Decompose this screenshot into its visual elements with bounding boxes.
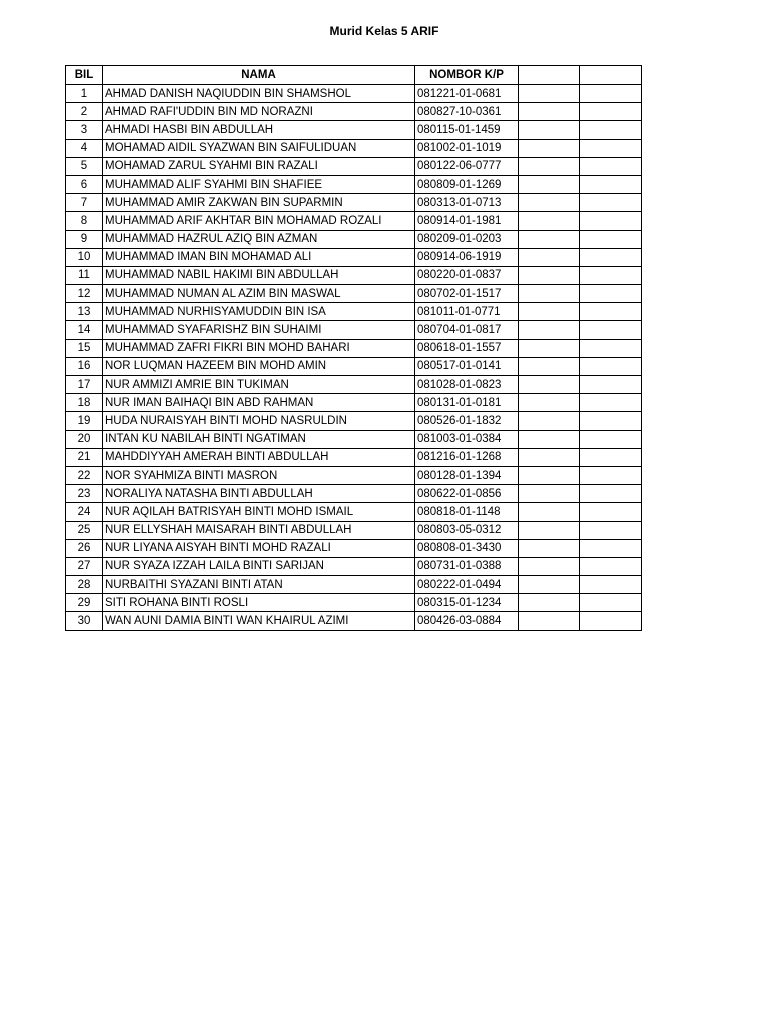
blank-cell xyxy=(519,285,580,303)
blank-cell xyxy=(580,394,642,412)
blank-cell xyxy=(519,412,580,430)
bil-cell: 12 xyxy=(66,285,103,303)
table-row xyxy=(66,521,642,539)
blank-cell xyxy=(580,521,642,539)
blank-cell xyxy=(519,248,580,266)
blank-cell xyxy=(519,376,580,394)
bil-cell: 17 xyxy=(66,376,103,394)
table-row xyxy=(66,175,642,193)
name-cell: NUR AMMIZI AMRIE BIN TUKIMAN xyxy=(103,376,415,394)
blank-cell xyxy=(519,557,580,575)
blank-cell xyxy=(580,594,642,612)
ic-number-cell: 080809-01-1269 xyxy=(415,175,519,193)
bil-cell: 28 xyxy=(66,576,103,594)
name-cell: NORALIYA NATASHA BINTI ABDULLAH xyxy=(103,485,415,503)
ic-number-cell: 080222-01-0494 xyxy=(415,576,519,594)
name-cell: INTAN KU NABILAH BINTI NGATIMAN xyxy=(103,430,415,448)
name-cell: MUHAMMAD SYAFARISHZ BIN SUHAIMI xyxy=(103,321,415,339)
blank-cell xyxy=(519,394,580,412)
name-cell: MUHAMMAD ARIF AKHTAR BIN MOHAMAD ROZALI xyxy=(103,212,415,230)
name-cell: MUHAMMAD AMIR ZAKWAN BIN SUPARMIN xyxy=(103,194,415,212)
blank-cell xyxy=(580,576,642,594)
ic-number-cell: 081011-01-0771 xyxy=(415,303,519,321)
blank-cell xyxy=(580,121,642,139)
blank-cell xyxy=(519,448,580,466)
ic-number-cell: 080914-06-1919 xyxy=(415,248,519,266)
blank-cell xyxy=(519,521,580,539)
table-row xyxy=(66,194,642,212)
table-header-row xyxy=(66,66,642,85)
bil-cell: 9 xyxy=(66,230,103,248)
blank-cell xyxy=(580,103,642,121)
bil-cell: 19 xyxy=(66,412,103,430)
table-row xyxy=(66,303,642,321)
blank-cell xyxy=(580,466,642,484)
ic-number-cell: 080426-03-0884 xyxy=(415,612,519,630)
bil-cell: 26 xyxy=(66,539,103,557)
blank-cell xyxy=(580,285,642,303)
ic-number-cell: 080131-01-0181 xyxy=(415,394,519,412)
table-row xyxy=(66,357,642,375)
blank-cell xyxy=(519,212,580,230)
table-row xyxy=(66,85,642,103)
name-cell: NOR SYAHMIZA BINTI MASRON xyxy=(103,466,415,484)
ic-number-cell: 080209-01-0203 xyxy=(415,230,519,248)
blank-cell xyxy=(519,466,580,484)
name-cell: NUR ELLYSHAH MAISARAH BINTI ABDULLAH xyxy=(103,521,415,539)
ic-number-cell: 081003-01-0384 xyxy=(415,430,519,448)
name-cell: NUR LIYANA AISYAH BINTI MOHD RAZALI xyxy=(103,539,415,557)
name-cell: MAHDDIYYAH AMERAH BINTI ABDULLAH xyxy=(103,448,415,466)
table-row xyxy=(66,448,642,466)
name-cell: MUHAMMAD ZAFRI FIKRI BIN MOHD BAHARI xyxy=(103,339,415,357)
bil-cell: 4 xyxy=(66,139,103,157)
name-cell: NUR SYAZA IZZAH LAILA BINTI SARIJAN xyxy=(103,557,415,575)
table-row xyxy=(66,430,642,448)
bil-cell: 2 xyxy=(66,103,103,121)
ic-number-cell: 080702-01-1517 xyxy=(415,285,519,303)
name-cell: NUR AQILAH BATRISYAH BINTI MOHD ISMAIL xyxy=(103,503,415,521)
blank-cell xyxy=(519,121,580,139)
name-cell: AHMADI HASBI BIN ABDULLAH xyxy=(103,121,415,139)
name-cell: NURBAITHI SYAZANI BINTI ATAN xyxy=(103,576,415,594)
bil-cell: 25 xyxy=(66,521,103,539)
table-row xyxy=(66,121,642,139)
ic-number-cell: 080622-01-0856 xyxy=(415,485,519,503)
bil-cell: 18 xyxy=(66,394,103,412)
bil-cell: 13 xyxy=(66,303,103,321)
ic-number-cell: 080517-01-0141 xyxy=(415,357,519,375)
blank-cell xyxy=(519,321,580,339)
ic-number-cell: 080128-01-1394 xyxy=(415,466,519,484)
blank-cell xyxy=(519,230,580,248)
ic-number-cell: 080115-01-1459 xyxy=(415,121,519,139)
bil-cell: 24 xyxy=(66,503,103,521)
blank-cell xyxy=(580,485,642,503)
bil-cell: 22 xyxy=(66,466,103,484)
bil-cell: 6 xyxy=(66,175,103,193)
ic-number-cell: 081216-01-1268 xyxy=(415,448,519,466)
ic-number-cell: 080914-01-1981 xyxy=(415,212,519,230)
name-cell: MOHAMAD AIDIL SYAZWAN BIN SAIFULIDUAN xyxy=(103,139,415,157)
blank-cell xyxy=(580,212,642,230)
ic-number-cell: 080122-06-0777 xyxy=(415,157,519,175)
blank-cell xyxy=(519,485,580,503)
blank-cell xyxy=(580,85,642,103)
blank-cell xyxy=(580,157,642,175)
blank-cell xyxy=(580,539,642,557)
ic-number-cell: 080808-01-3430 xyxy=(415,539,519,557)
column-header-bil: BIL xyxy=(66,66,103,85)
blank-cell xyxy=(519,339,580,357)
name-cell: HUDA NURAISYAH BINTI MOHD NASRULDIN xyxy=(103,412,415,430)
ic-number-cell: 080704-01-0817 xyxy=(415,321,519,339)
ic-number-cell: 080220-01-0837 xyxy=(415,266,519,284)
bil-cell: 30 xyxy=(66,612,103,630)
ic-number-cell: 080315-01-1234 xyxy=(415,594,519,612)
blank-cell xyxy=(580,412,642,430)
blank-cell xyxy=(580,448,642,466)
bil-cell: 11 xyxy=(66,266,103,284)
bil-cell: 1 xyxy=(66,85,103,103)
bil-cell: 16 xyxy=(66,357,103,375)
name-cell: MUHAMMAD NABIL HAKIMI BIN ABDULLAH xyxy=(103,266,415,284)
blank-cell xyxy=(519,303,580,321)
ic-number-cell: 080731-01-0388 xyxy=(415,557,519,575)
blank-cell xyxy=(519,539,580,557)
bil-cell: 23 xyxy=(66,485,103,503)
column-header-nama: NAMA xyxy=(103,66,415,85)
blank-cell xyxy=(580,230,642,248)
ic-number-cell: 081221-01-0681 xyxy=(415,85,519,103)
table-row xyxy=(66,157,642,175)
blank-cell xyxy=(519,503,580,521)
page-title: Murid Kelas 5 ARIF xyxy=(329,24,439,38)
ic-number-cell: 081028-01-0823 xyxy=(415,376,519,394)
blank-cell xyxy=(580,321,642,339)
ic-number-cell: 080827-10-0361 xyxy=(415,103,519,121)
bil-cell: 7 xyxy=(66,194,103,212)
bil-cell: 20 xyxy=(66,430,103,448)
blank-cell xyxy=(519,594,580,612)
name-cell: MUHAMMAD ALIF SYAHMI BIN SHAFIEE xyxy=(103,175,415,193)
blank-cell xyxy=(519,194,580,212)
name-cell: MOHAMAD ZARUL SYAHMI BIN RAZALI xyxy=(103,157,415,175)
blank-cell xyxy=(519,157,580,175)
table-row xyxy=(66,248,642,266)
ic-number-cell: 080618-01-1557 xyxy=(415,339,519,357)
name-cell: MUHAMMAD NUMAN AL AZIM BIN MASWAL xyxy=(103,285,415,303)
ic-number-cell: 081002-01-1019 xyxy=(415,139,519,157)
blank-cell xyxy=(519,576,580,594)
table-row xyxy=(66,557,642,575)
table-row xyxy=(66,576,642,594)
name-cell: MUHAMMAD IMAN BIN MOHAMAD ALI xyxy=(103,248,415,266)
table-row xyxy=(66,285,642,303)
table-row xyxy=(66,594,642,612)
blank-cell xyxy=(580,357,642,375)
bil-cell: 10 xyxy=(66,248,103,266)
student-table xyxy=(65,65,642,631)
blank-cell xyxy=(580,175,642,193)
bil-cell: 3 xyxy=(66,121,103,139)
blank-cell xyxy=(519,139,580,157)
ic-number-cell: 080803-05-0312 xyxy=(415,521,519,539)
name-cell: AHMAD DANISH NAQIUDDIN BIN SHAMSHOL xyxy=(103,85,415,103)
blank-cell xyxy=(580,557,642,575)
name-cell: MUHAMMAD HAZRUL AZIQ BIN AZMAN xyxy=(103,230,415,248)
table-body xyxy=(66,85,642,631)
blank-cell xyxy=(580,303,642,321)
table-row xyxy=(66,266,642,284)
name-cell: SITI ROHANA BINTI ROSLI xyxy=(103,594,415,612)
table-row xyxy=(66,103,642,121)
blank-cell xyxy=(519,612,580,630)
column-header-kp: NOMBOR K/P xyxy=(415,66,519,85)
ic-number-cell: 080313-01-0713 xyxy=(415,194,519,212)
blank-cell xyxy=(519,430,580,448)
ic-number-cell: 080818-01-1148 xyxy=(415,503,519,521)
table-row xyxy=(66,612,642,630)
table-row xyxy=(66,212,642,230)
bil-cell: 14 xyxy=(66,321,103,339)
blank-cell xyxy=(519,85,580,103)
table-row xyxy=(66,339,642,357)
table-row xyxy=(66,485,642,503)
table-row xyxy=(66,394,642,412)
blank-cell xyxy=(580,430,642,448)
table-row xyxy=(66,503,642,521)
bil-cell: 5 xyxy=(66,157,103,175)
blank-cell xyxy=(519,357,580,375)
blank-cell xyxy=(580,339,642,357)
ic-number-cell: 080526-01-1832 xyxy=(415,412,519,430)
bil-cell: 21 xyxy=(66,448,103,466)
blank-cell xyxy=(580,139,642,157)
blank-cell xyxy=(580,266,642,284)
name-cell: MUHAMMAD NURHISYAMUDDIN BIN ISA xyxy=(103,303,415,321)
table-row xyxy=(66,376,642,394)
table-row xyxy=(66,230,642,248)
table-row xyxy=(66,139,642,157)
blank-cell xyxy=(580,248,642,266)
blank-cell xyxy=(519,175,580,193)
name-cell: WAN AUNI DAMIA BINTI WAN KHAIRUL AZIMI xyxy=(103,612,415,630)
blank-cell xyxy=(580,194,642,212)
blank-cell xyxy=(580,503,642,521)
blank-cell xyxy=(580,376,642,394)
column-header-blank-2 xyxy=(580,66,642,85)
name-cell: NOR LUQMAN HAZEEM BIN MOHD AMIN xyxy=(103,357,415,375)
table-row xyxy=(66,466,642,484)
name-cell: AHMAD RAFI'UDDIN BIN MD NORAZNI xyxy=(103,103,415,121)
name-cell: NUR IMAN BAIHAQI BIN ABD RAHMAN xyxy=(103,394,415,412)
bil-cell: 29 xyxy=(66,594,103,612)
bil-cell: 8 xyxy=(66,212,103,230)
blank-cell xyxy=(519,103,580,121)
column-header-blank-1 xyxy=(519,66,580,85)
bil-cell: 27 xyxy=(66,557,103,575)
table-row xyxy=(66,539,642,557)
bil-cell: 15 xyxy=(66,339,103,357)
blank-cell xyxy=(519,266,580,284)
blank-cell xyxy=(580,612,642,630)
table-row xyxy=(66,412,642,430)
table-row xyxy=(66,321,642,339)
